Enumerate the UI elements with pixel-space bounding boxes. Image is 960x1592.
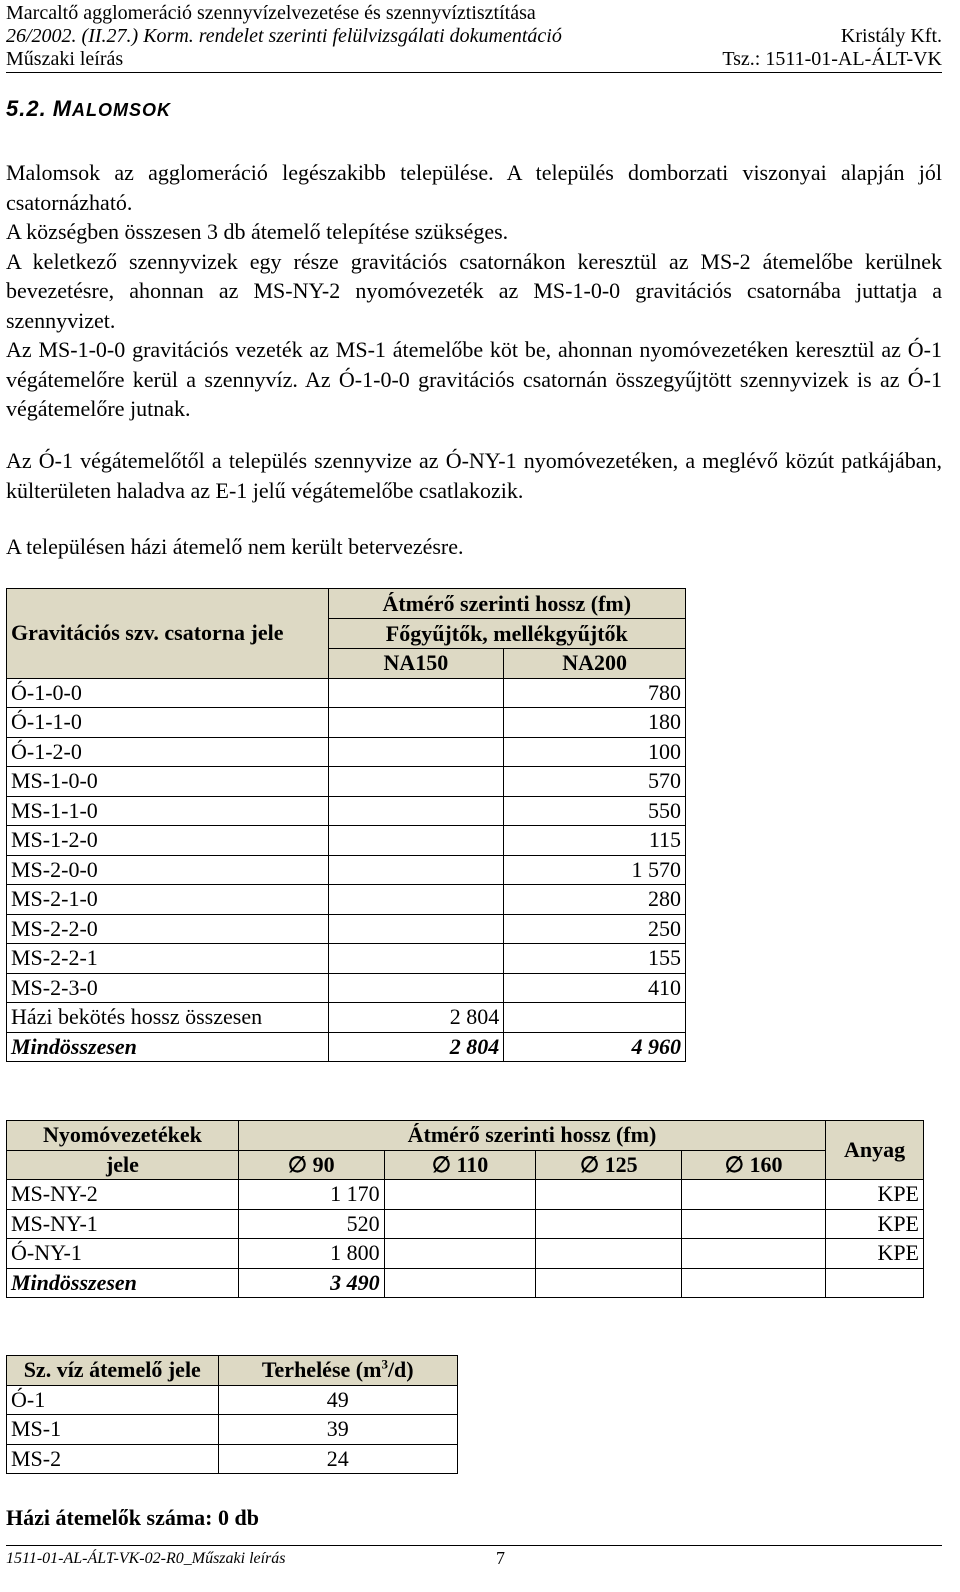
t2-cell-name: MS-NY-1 <box>7 1209 239 1239</box>
paragraph-5: Az Ó-1 végátemelőtől a település szennyvize az Ó-NY-1 nyomóvezetéken, a meglévő közút patkájában, külterületen haladva az E-1 jelű végátemelőbe csatlakozik. <box>6 448 942 503</box>
page-number: 7 <box>496 1548 505 1568</box>
t1-header-na200: NA200 <box>504 649 686 679</box>
t2-header-d125-label: 125 <box>604 1151 638 1177</box>
t1-cell-na200: 250 <box>504 914 686 944</box>
gravity-sewer-table <box>6 588 686 1062</box>
t1-cell-name: MS-2-3-0 <box>7 973 329 1003</box>
t1-cell-name: Ó-1-1-0 <box>7 708 329 738</box>
t1-cell-na150 <box>328 944 504 974</box>
house-pump-text <box>6 532 942 562</box>
t2-cell-d90: 520 <box>238 1209 384 1239</box>
t2-cell-material: KPE <box>826 1239 924 1269</box>
t2-total-row <box>7 1268 924 1298</box>
t1-col-name-header: Gravitációs szv. csatorna jele <box>7 589 329 679</box>
t1-total-row <box>7 1032 686 1062</box>
t1-cell-na200: 115 <box>504 826 686 856</box>
footer-doc-code: 1511-01-AL-ÁLT-VK-02-R0_Műszaki leírás <box>6 1550 286 1567</box>
paragraph-6: A településen házi átemelő nem került betervezésre. <box>6 534 464 559</box>
diameter-icon: ∅ <box>287 1151 308 1177</box>
t1-cell-na200: 550 <box>504 796 686 826</box>
t1-group-header-1: Átmérő szerinti hossz (fm) <box>328 589 685 619</box>
t2-header-d160-label: 160 <box>749 1151 783 1177</box>
t2-cell-d110 <box>384 1209 536 1239</box>
t3-cell-name: Ó-1 <box>7 1385 219 1415</box>
t1-cell-na150 <box>328 855 504 885</box>
t2-total-empty <box>384 1268 536 1298</box>
table-row <box>7 973 686 1003</box>
header-project-number: Tsz.: 1511-01-AL-ÁLT-VK <box>722 48 942 70</box>
t1-cell-na200: 410 <box>504 973 686 1003</box>
table-row <box>7 1003 686 1033</box>
table-row <box>7 826 686 856</box>
t2-cell-d125 <box>536 1180 682 1210</box>
header-doc-type: Műszaki leírás <box>6 48 124 70</box>
t2-header-d160 <box>682 1150 826 1180</box>
t2-header-d125 <box>536 1150 682 1180</box>
t1-group-header-2: Főgyűjtők, mellékgyűjtők <box>328 619 685 649</box>
table-row <box>7 737 686 767</box>
t2-cell-material: KPE <box>826 1180 924 1210</box>
t3-load-header-post: /d) <box>387 1357 414 1382</box>
t2-cell-d90: 1 170 <box>238 1180 384 1210</box>
t1-cell-na150 <box>328 885 504 915</box>
t3-load-header-sup: 3 <box>381 1356 388 1372</box>
t2-header-d90 <box>238 1150 384 1180</box>
t1-cell-name: Ó-1-0-0 <box>7 678 329 708</box>
t2-cell-d125 <box>536 1209 682 1239</box>
t1-cell-na200: 180 <box>504 708 686 738</box>
table-row <box>7 1415 458 1445</box>
t2-cell-d160 <box>682 1239 826 1269</box>
diameter-icon: ∅ <box>431 1151 451 1177</box>
t3-cell-load: 39 <box>218 1415 457 1445</box>
t2-total-empty <box>682 1268 826 1298</box>
t3-cell-load: 49 <box>218 1385 457 1415</box>
t2-cell-d160 <box>682 1209 826 1239</box>
t1-cell-name: MS-2-2-1 <box>7 944 329 974</box>
t1-cell-name: MS-2-1-0 <box>7 885 329 915</box>
header-company: Kristály Kft. <box>840 25 942 47</box>
table-row <box>7 796 686 826</box>
page-header <box>6 2 942 71</box>
t3-cell-name: MS-2 <box>7 1444 219 1474</box>
table-row <box>7 1444 458 1474</box>
table-row <box>7 708 686 738</box>
t1-cell-na150 <box>328 708 504 738</box>
t1-cell-name: Házi bekötés hossz összesen <box>7 1003 329 1033</box>
t2-header-d110 <box>384 1150 536 1180</box>
house-pump-count: Házi átemelők száma: 0 db <box>6 1505 259 1530</box>
t3-cell-load: 24 <box>218 1444 457 1474</box>
t1-cell-na200: 280 <box>504 885 686 915</box>
t2-cell-d110 <box>384 1180 536 1210</box>
t2-material-header: Anyag <box>826 1121 924 1180</box>
t1-cell-name: MS-1-2-0 <box>7 826 329 856</box>
header-divider <box>6 72 942 73</box>
pressure-pipe-table <box>6 1120 924 1298</box>
table-row <box>7 678 686 708</box>
table-row <box>7 1180 924 1210</box>
outflow-text <box>6 446 942 505</box>
diameter-icon: ∅ <box>580 1151 600 1177</box>
t2-col-name-header-2: jele <box>7 1150 239 1180</box>
paragraph-2: A községben összesen 3 db átemelő telepítése szükséges. <box>6 219 509 244</box>
t2-cell-name: Ó-NY-1 <box>7 1239 239 1269</box>
t1-total-na200: 4 960 <box>504 1032 686 1062</box>
table-row <box>7 1385 458 1415</box>
intro-text <box>6 158 942 424</box>
section-title-rest: ALOMSOK <box>72 100 172 120</box>
header-regulation: 26/2002. (II.27.) Korm. rendelet szerinti felülvizsgálati dokumentáció <box>6 25 562 47</box>
t1-cell-na200: 1 570 <box>504 855 686 885</box>
table-row <box>7 885 686 915</box>
table-row <box>7 914 686 944</box>
header-project-title: Marcaltő agglomeráció szennyvízelvezetése és szennyvíztisztítása <box>6 2 536 24</box>
t1-cell-na150 <box>328 973 504 1003</box>
t2-cell-d125 <box>536 1239 682 1269</box>
t1-cell-name: MS-2-0-0 <box>7 855 329 885</box>
t1-total-na150: 2 804 <box>328 1032 504 1062</box>
t2-header-d110-label: 110 <box>456 1151 489 1177</box>
t2-cell-d160 <box>682 1180 826 1210</box>
t1-cell-na200: 570 <box>504 767 686 797</box>
t1-cell-name: MS-1-1-0 <box>7 796 329 826</box>
paragraph-1: Malomsok az agglomeráció legészakibb települése. A település domborzati viszonyai alapján jól csatornázható. <box>6 160 942 215</box>
section-number: 5.2. <box>6 96 47 121</box>
t1-cell-name: MS-2-2-0 <box>7 914 329 944</box>
t1-cell-na150: 2 804 <box>328 1003 504 1033</box>
t1-cell-na200 <box>504 1003 686 1033</box>
paragraph-4: Az MS-1-0-0 gravitációs vezeték az MS-1 átemelőbe köt be, ahonnan nyomóvezetéken keresztül az Ó-1 végátemelőre kerül a szennyvíz. Az Ó-1-0-0 gravitációs csatornán összegyűjtött szennyvizek is az Ó-1 végátemelőre jutnak. <box>6 337 942 421</box>
t3-load-header-pre: Terhelése (m <box>261 1357 382 1382</box>
t1-cell-na150 <box>328 678 504 708</box>
t1-cell-na200: 100 <box>504 737 686 767</box>
t3-col-load-header <box>218 1356 457 1386</box>
section-heading <box>6 96 171 122</box>
diameter-icon: ∅ <box>724 1151 744 1177</box>
section-title-initial: M <box>52 96 73 121</box>
t1-cell-na150 <box>328 767 504 797</box>
t1-cell-na150 <box>328 914 504 944</box>
t2-cell-d110 <box>384 1239 536 1269</box>
t2-cell-d90: 1 800 <box>238 1239 384 1269</box>
t2-cell-name: MS-NY-2 <box>7 1180 239 1210</box>
t1-cell-na150 <box>328 796 504 826</box>
t1-cell-na200: 155 <box>504 944 686 974</box>
pump-station-table <box>6 1355 458 1474</box>
table-row <box>7 944 686 974</box>
t1-cell-name: Ó-1-2-0 <box>7 737 329 767</box>
page-footer <box>6 1545 942 1568</box>
t2-total-label: Mindösszesen <box>7 1268 239 1298</box>
t1-cell-na150 <box>328 737 504 767</box>
paragraph-3: A keletkező szennyvizek egy része gravitációs csatornákon keresztül az MS-2 átemelőbe kerülnek bevezetésre, ahonnan az MS-NY-2 nyomóvezeték az MS-1-0-0 gravitációs csatornába juttatja a szennyvizet. <box>6 248 942 333</box>
table-row <box>7 855 686 885</box>
t3-cell-name: MS-1 <box>7 1415 219 1445</box>
t2-cell-material: KPE <box>826 1209 924 1239</box>
t2-total-empty <box>826 1268 924 1298</box>
table-row <box>7 1239 924 1269</box>
t1-total-label: Mindösszesen <box>7 1032 329 1062</box>
t2-group-header: Átmérő szerinti hossz (fm) <box>238 1121 825 1151</box>
t1-cell-name: MS-1-0-0 <box>7 767 329 797</box>
table-row <box>7 1209 924 1239</box>
t2-total-empty <box>536 1268 682 1298</box>
t1-cell-na200: 780 <box>504 678 686 708</box>
table-row <box>7 767 686 797</box>
t3-col-name-header: Sz. víz átemelő jele <box>7 1356 219 1386</box>
t1-header-na150: NA150 <box>328 649 504 679</box>
t2-col-name-header-1: Nyomóvezetékek <box>7 1121 239 1151</box>
t2-header-d90-label: 90 <box>312 1151 335 1177</box>
t2-total-d90: 3 490 <box>238 1268 384 1298</box>
t1-cell-na150 <box>328 826 504 856</box>
